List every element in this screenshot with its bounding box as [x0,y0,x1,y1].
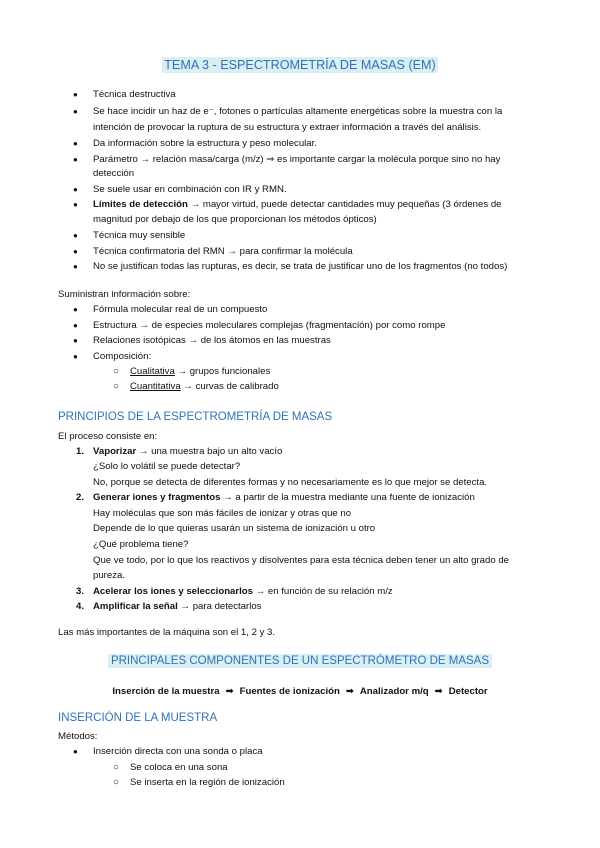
process-note: Las más importantes de la máquina son el 1, 2 y 3. [58,627,276,638]
list-item-cont: detección [93,168,135,179]
flow-step: Inserción de la muestra [112,686,220,697]
flow-step: Analizador m/q [359,686,429,697]
bullet-icon: ● [73,185,78,194]
sub-bullet-icon: ○ [113,777,120,788]
page-title: TEMA 3 - ESPECTROMETRÍA DE MASAS (EM) [164,58,436,72]
step-item: Acelerar los iones y seleccionarlos → en función de su relación m/z [93,586,393,597]
list-item: Da información sobre la estructura y peso molecular. [93,138,317,149]
step-number: 2. [76,492,85,503]
list-item-cont: magnitud por debajo de los que proporcionan los métodos ópticos) [93,214,377,225]
flow-step: Detector [448,686,488,697]
sub-list-item: Cualitativa → grupos funcionales [130,366,271,377]
bullet-icon: ● [73,231,78,240]
step-item: Amplificar la señal → para detectarlos [93,601,262,612]
list-item: Técnica muy sensible [93,230,186,241]
sub-bullet-icon: ○ [113,366,120,377]
list-item: Fórmula molecular real de un compuesto [93,304,268,315]
step-note: Que ve todo, por lo que los reactivos y disolventes para esta técnica deben tener un alto grado de [93,555,509,566]
list-item: Técnica confirmatoria del RMN → para confirmar la molécula [93,246,353,257]
list-item: Parámetro → relación masa/carga (m/z) ⇒ es importante cargar la molécula porque sino no hay [93,154,501,165]
sub-bullet-icon: ○ [113,762,120,773]
list-item: Inserción directa con una sonda o placa [93,746,263,757]
list-item: Relaciones isotópicas → de los átomos en las muestras [93,335,331,346]
section-heading-insercion: INSERCIÓN DE LA MUESTRA [58,712,218,724]
bullet-icon: ● [73,90,78,99]
bullet-icon: ● [73,155,78,164]
section-heading-componentes: PRINCIPALES COMPONENTES DE UN ESPECTRÓMETRO DE MASAS [0,655,600,667]
step-item: Vaporizar → una muestra bajo un alto vacío [93,446,283,457]
list-item: No se justifican todas las rupturas, es decir, se trata de justificar uno de los fragmentos (no todos) [93,261,508,272]
list-item: Se hace incidir un haz de e⁻, fotones o partículas altamente energéticas sobre la muestra con la [93,106,503,117]
step-note: ¿Solo lo volátil se puede detectar? [93,461,241,472]
bullet-icon: ● [73,305,78,314]
list-item: Estructura → de especies moleculares complejas (fragmentación) por como rompe [93,320,446,331]
step-note: Hay moléculas que son más fáciles de ionizar y otras que no [93,508,352,519]
step-item: Generar iones y fragmentos → a partir de la muestra mediante una fuente de ionización [93,492,475,503]
list-item: Composición: [93,351,152,362]
step-note: ¿Qué problema tiene? [93,539,189,550]
section-heading-principios: PRINCIPIOS DE LA ESPECTROMETRÍA DE MASAS [58,411,333,423]
list-item: Límites de detección → mayor virtud, puede detectar cantidades muy pequeñas (3 órdenes de [93,199,502,210]
list-item-cont: intención de provocar la ruptura de su estructura y extraer información a través del análisis. [93,122,482,133]
flow-step: Fuentes de ionización [239,686,340,697]
bullet-icon: ● [73,200,78,209]
sub-list-item: Se inserta en la región de ionización [130,777,285,788]
process-intro: El proceso consiste en: [58,431,158,442]
bullet-icon: ● [73,107,78,116]
arrow-right-icon: ➡ [345,686,354,697]
arrow-right-icon: ➡ [225,686,234,697]
bullet-icon: ● [73,336,78,345]
methods-label: Métodos: [58,731,98,742]
sub-list-item: Cuantitativa → curvas de calibrado [130,381,279,392]
bullet-icon: ● [73,321,78,330]
sub-bullet-icon: ○ [113,381,120,392]
bullet-icon: ● [73,747,78,756]
bullet-icon: ● [73,352,78,361]
sub-list-item: Se coloca en una sona [130,762,228,773]
step-note: No, porque se detecta de diferentes formas y no necesariamente es lo que mejor se detecta. [93,477,488,488]
list-item: Se suele usar en combinación con IR y RMN. [93,184,287,195]
step-number: 3. [76,586,85,597]
info-intro: Suministran información sobre: [58,289,191,300]
step-number: 1. [76,446,85,457]
step-note: pureza. [93,570,125,581]
component-flow [0,686,600,697]
arrow-right-icon: ➡ [434,686,443,697]
bullet-icon: ● [73,262,78,271]
bullet-icon: ● [73,247,78,256]
list-item: Técnica destructiva [93,89,176,100]
step-number: 4. [76,601,85,612]
bullet-icon: ● [73,139,78,148]
step-note: Depende de lo que quieras usarán un sistema de ionización u otro [93,523,376,534]
